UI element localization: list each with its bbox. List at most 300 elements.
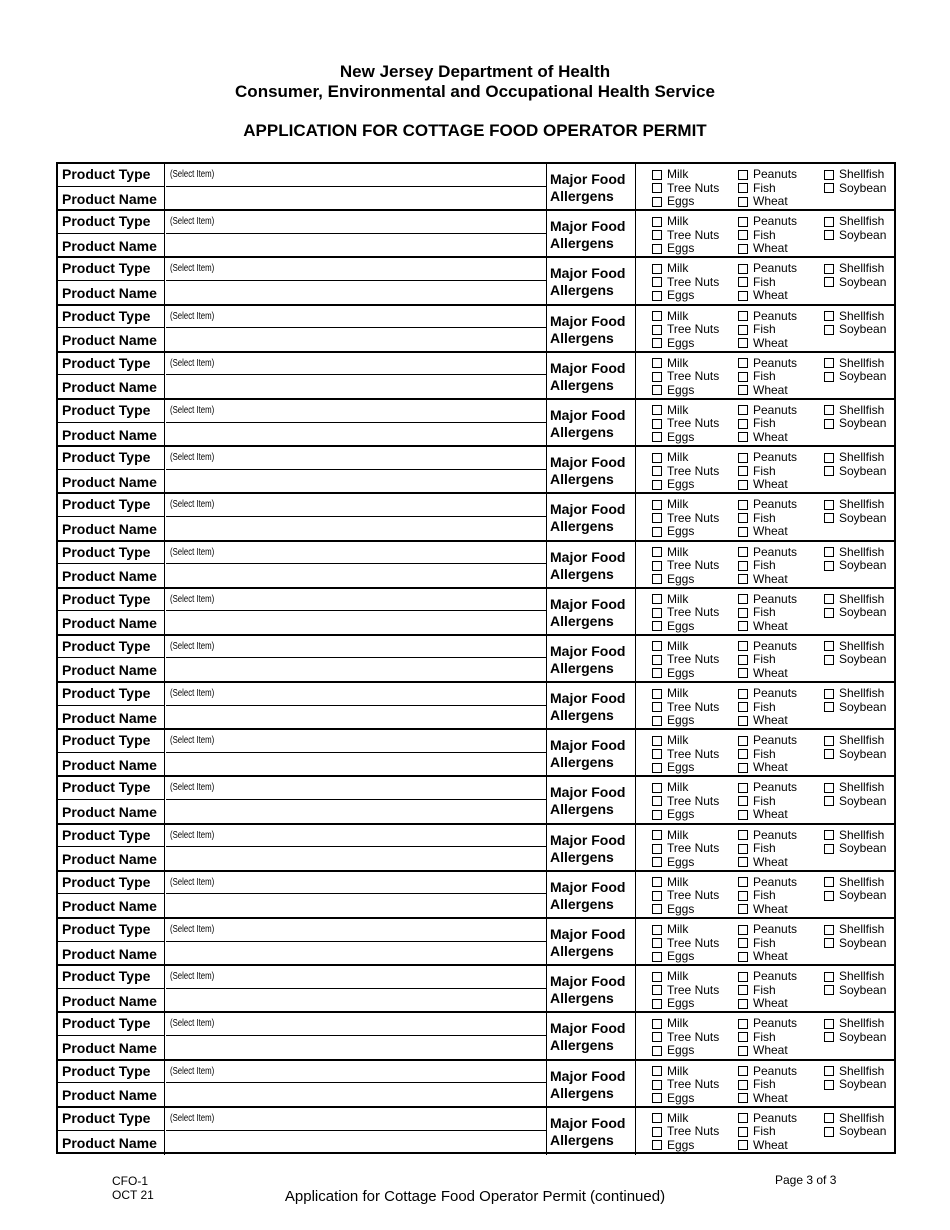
allergen-checkbox-shellfish[interactable] (824, 310, 884, 323)
checkbox-icon[interactable] (824, 183, 834, 193)
allergen-checkbox-soybean[interactable] (824, 229, 886, 242)
checkbox-icon[interactable] (738, 561, 748, 571)
checkbox-icon[interactable] (652, 1019, 662, 1029)
allergen-checkbox-fish[interactable] (738, 559, 776, 572)
checkbox-icon[interactable] (652, 480, 662, 490)
allergen-checkbox-soybean[interactable] (824, 795, 886, 808)
checkbox-icon[interactable] (738, 264, 748, 274)
allergen-checkbox-peanuts[interactable] (738, 357, 797, 370)
checkbox-icon[interactable] (824, 513, 834, 523)
product-name-field[interactable] (166, 658, 546, 681)
checkbox-icon[interactable] (824, 405, 834, 415)
allergen-checkbox-fish[interactable] (738, 606, 776, 619)
checkbox-icon[interactable] (652, 1046, 662, 1056)
allergen-checkbox-peanuts[interactable] (738, 687, 797, 700)
product-name-field[interactable] (166, 1083, 546, 1106)
checkbox-icon[interactable] (824, 925, 834, 935)
checkbox-icon[interactable] (652, 716, 662, 726)
checkbox-icon[interactable] (652, 857, 662, 867)
checkbox-icon[interactable] (824, 796, 834, 806)
product-type-select[interactable] (166, 542, 546, 565)
checkbox-icon[interactable] (652, 419, 662, 429)
product-type-select[interactable] (166, 1108, 546, 1132)
allergen-checkbox-tree-nuts[interactable] (652, 512, 719, 525)
product-name-field[interactable] (166, 989, 546, 1012)
checkbox-icon[interactable] (652, 466, 662, 476)
allergen-checkbox-soybean[interactable] (824, 606, 886, 619)
checkbox-icon[interactable] (652, 796, 662, 806)
product-type-select[interactable] (166, 966, 546, 989)
allergen-checkbox-milk[interactable] (652, 215, 688, 228)
checkbox-icon[interactable] (652, 621, 662, 631)
allergen-checkbox-fish[interactable] (738, 701, 776, 714)
checkbox-icon[interactable] (824, 972, 834, 982)
allergen-checkbox-peanuts[interactable] (738, 640, 797, 653)
checkbox-icon[interactable] (738, 608, 748, 618)
checkbox-icon[interactable] (738, 689, 748, 699)
checkbox-icon[interactable] (738, 857, 748, 867)
checkbox-icon[interactable] (738, 1066, 748, 1076)
checkbox-icon[interactable] (824, 1127, 834, 1137)
checkbox-icon[interactable] (652, 999, 662, 1009)
checkbox-icon[interactable] (738, 749, 748, 759)
checkbox-icon[interactable] (652, 574, 662, 584)
allergen-checkbox-fish[interactable] (738, 842, 776, 855)
allergen-checkbox-peanuts[interactable] (738, 970, 797, 983)
allergen-checkbox-fish[interactable] (738, 1078, 776, 1091)
allergen-checkbox-soybean[interactable] (824, 1078, 886, 1091)
checkbox-icon[interactable] (652, 938, 662, 948)
checkbox-icon[interactable] (652, 608, 662, 618)
allergen-checkbox-wheat[interactable] (738, 667, 788, 680)
allergen-checkbox-fish[interactable] (738, 1031, 776, 1044)
allergen-checkbox-shellfish[interactable] (824, 970, 884, 983)
checkbox-icon[interactable] (824, 594, 834, 604)
checkbox-icon[interactable] (738, 480, 748, 490)
allergen-checkbox-tree-nuts[interactable] (652, 370, 719, 383)
allergen-checkbox-fish[interactable] (738, 1125, 776, 1138)
allergen-checkbox-wheat[interactable] (738, 761, 788, 774)
allergen-checkbox-milk[interactable] (652, 310, 688, 323)
allergen-checkbox-soybean[interactable] (824, 653, 886, 666)
allergen-checkbox-shellfish[interactable] (824, 687, 884, 700)
checkbox-icon[interactable] (652, 952, 662, 962)
allergen-checkbox-fish[interactable] (738, 653, 776, 666)
checkbox-icon[interactable] (738, 796, 748, 806)
allergen-checkbox-milk[interactable] (652, 593, 688, 606)
checkbox-icon[interactable] (824, 844, 834, 854)
checkbox-icon[interactable] (738, 1093, 748, 1103)
checkbox-icon[interactable] (738, 1080, 748, 1090)
allergen-checkbox-tree-nuts[interactable] (652, 937, 719, 950)
product-type-select[interactable] (166, 589, 546, 612)
checkbox-icon[interactable] (824, 702, 834, 712)
allergen-checkbox-eggs[interactable] (652, 337, 694, 350)
checkbox-icon[interactable] (652, 561, 662, 571)
allergen-checkbox-peanuts[interactable] (738, 1065, 797, 1078)
checkbox-icon[interactable] (824, 264, 834, 274)
product-type-select[interactable] (166, 636, 546, 659)
checkbox-icon[interactable] (738, 372, 748, 382)
checkbox-icon[interactable] (738, 217, 748, 227)
product-name-field[interactable] (166, 1131, 546, 1155)
allergen-checkbox-tree-nuts[interactable] (652, 1031, 719, 1044)
allergen-checkbox-soybean[interactable] (824, 559, 886, 572)
checkbox-icon[interactable] (738, 1140, 748, 1150)
checkbox-icon[interactable] (738, 891, 748, 901)
allergen-checkbox-shellfish[interactable] (824, 640, 884, 653)
checkbox-icon[interactable] (824, 561, 834, 571)
checkbox-icon[interactable] (738, 291, 748, 301)
allergen-checkbox-milk[interactable] (652, 1112, 688, 1125)
allergen-checkbox-soybean[interactable] (824, 1125, 886, 1138)
checkbox-icon[interactable] (652, 264, 662, 274)
product-name-field[interactable] (166, 470, 546, 493)
allergen-checkbox-peanuts[interactable] (738, 1112, 797, 1125)
checkbox-icon[interactable] (738, 668, 748, 678)
checkbox-icon[interactable] (824, 1019, 834, 1029)
product-name-field[interactable] (166, 423, 546, 446)
allergen-checkbox-peanuts[interactable] (738, 829, 797, 842)
checkbox-icon[interactable] (738, 655, 748, 665)
product-name-field[interactable] (166, 281, 546, 304)
checkbox-icon[interactable] (824, 466, 834, 476)
checkbox-icon[interactable] (824, 689, 834, 699)
allergen-checkbox-shellfish[interactable] (824, 734, 884, 747)
product-type-select[interactable] (166, 777, 546, 800)
checkbox-icon[interactable] (652, 1113, 662, 1123)
checkbox-icon[interactable] (652, 291, 662, 301)
allergen-checkbox-milk[interactable] (652, 357, 688, 370)
checkbox-icon[interactable] (738, 783, 748, 793)
checkbox-icon[interactable] (652, 230, 662, 240)
allergen-checkbox-milk[interactable] (652, 640, 688, 653)
allergen-checkbox-shellfish[interactable] (824, 876, 884, 889)
allergen-checkbox-peanuts[interactable] (738, 1017, 797, 1030)
product-type-select[interactable] (166, 919, 546, 942)
allergen-checkbox-milk[interactable] (652, 404, 688, 417)
checkbox-icon[interactable] (738, 500, 748, 510)
checkbox-icon[interactable] (652, 183, 662, 193)
checkbox-icon[interactable] (824, 311, 834, 321)
product-name-field[interactable] (166, 328, 546, 351)
allergen-checkbox-milk[interactable] (652, 734, 688, 747)
checkbox-icon[interactable] (652, 689, 662, 699)
allergen-checkbox-eggs[interactable] (652, 525, 694, 538)
checkbox-icon[interactable] (738, 736, 748, 746)
allergen-checkbox-eggs[interactable] (652, 620, 694, 633)
checkbox-icon[interactable] (824, 749, 834, 759)
checkbox-icon[interactable] (824, 325, 834, 335)
allergen-checkbox-eggs[interactable] (652, 384, 694, 397)
checkbox-icon[interactable] (824, 230, 834, 240)
allergen-checkbox-tree-nuts[interactable] (652, 606, 719, 619)
product-name-field[interactable] (166, 611, 546, 634)
allergen-checkbox-eggs[interactable] (652, 856, 694, 869)
product-name-field[interactable] (166, 375, 546, 398)
checkbox-icon[interactable] (738, 358, 748, 368)
allergen-checkbox-shellfish[interactable] (824, 168, 884, 181)
allergen-checkbox-peanuts[interactable] (738, 215, 797, 228)
allergen-checkbox-soybean[interactable] (824, 701, 886, 714)
checkbox-icon[interactable] (738, 925, 748, 935)
allergen-checkbox-eggs[interactable] (652, 667, 694, 680)
checkbox-icon[interactable] (652, 702, 662, 712)
allergen-checkbox-wheat[interactable] (738, 808, 788, 821)
checkbox-icon[interactable] (652, 325, 662, 335)
allergen-checkbox-soybean[interactable] (824, 370, 886, 383)
allergen-checkbox-eggs[interactable] (652, 242, 694, 255)
product-name-field[interactable] (166, 753, 546, 776)
checkbox-icon[interactable] (652, 405, 662, 415)
checkbox-icon[interactable] (824, 277, 834, 287)
allergen-checkbox-fish[interactable] (738, 182, 776, 195)
checkbox-icon[interactable] (652, 277, 662, 287)
checkbox-icon[interactable] (824, 1032, 834, 1042)
allergen-checkbox-eggs[interactable] (652, 1092, 694, 1105)
allergen-checkbox-shellfish[interactable] (824, 1065, 884, 1078)
allergen-checkbox-eggs[interactable] (652, 1139, 694, 1152)
checkbox-icon[interactable] (738, 985, 748, 995)
checkbox-icon[interactable] (738, 1113, 748, 1123)
checkbox-icon[interactable] (652, 547, 662, 557)
checkbox-icon[interactable] (738, 197, 748, 207)
checkbox-icon[interactable] (824, 736, 834, 746)
checkbox-icon[interactable] (652, 197, 662, 207)
checkbox-icon[interactable] (824, 783, 834, 793)
allergen-checkbox-peanuts[interactable] (738, 262, 797, 275)
allergen-checkbox-wheat[interactable] (738, 620, 788, 633)
checkbox-icon[interactable] (652, 668, 662, 678)
allergen-checkbox-eggs[interactable] (652, 714, 694, 727)
allergen-checkbox-tree-nuts[interactable] (652, 417, 719, 430)
checkbox-icon[interactable] (824, 830, 834, 840)
allergen-checkbox-tree-nuts[interactable] (652, 842, 719, 855)
allergen-checkbox-eggs[interactable] (652, 761, 694, 774)
allergen-checkbox-tree-nuts[interactable] (652, 984, 719, 997)
checkbox-icon[interactable] (738, 405, 748, 415)
checkbox-icon[interactable] (652, 891, 662, 901)
product-type-select[interactable] (166, 447, 546, 470)
product-type-select[interactable] (166, 1013, 546, 1036)
product-name-field[interactable] (166, 706, 546, 729)
allergen-checkbox-tree-nuts[interactable] (652, 229, 719, 242)
checkbox-icon[interactable] (824, 655, 834, 665)
allergen-checkbox-eggs[interactable] (652, 1044, 694, 1057)
allergen-checkbox-soybean[interactable] (824, 182, 886, 195)
checkbox-icon[interactable] (652, 500, 662, 510)
allergen-checkbox-eggs[interactable] (652, 950, 694, 963)
product-name-field[interactable] (166, 894, 546, 917)
checkbox-icon[interactable] (738, 810, 748, 820)
checkbox-icon[interactable] (738, 641, 748, 651)
allergen-checkbox-eggs[interactable] (652, 431, 694, 444)
checkbox-icon[interactable] (738, 1046, 748, 1056)
product-type-select[interactable] (166, 494, 546, 517)
checkbox-icon[interactable] (824, 938, 834, 948)
allergen-checkbox-soybean[interactable] (824, 748, 886, 761)
checkbox-icon[interactable] (652, 217, 662, 227)
allergen-checkbox-milk[interactable] (652, 1065, 688, 1078)
allergen-checkbox-eggs[interactable] (652, 808, 694, 821)
checkbox-icon[interactable] (652, 594, 662, 604)
allergen-checkbox-wheat[interactable] (738, 997, 788, 1010)
product-type-select[interactable] (166, 872, 546, 895)
allergen-checkbox-peanuts[interactable] (738, 734, 797, 747)
checkbox-icon[interactable] (738, 244, 748, 254)
checkbox-icon[interactable] (824, 891, 834, 901)
allergen-checkbox-fish[interactable] (738, 512, 776, 525)
allergen-checkbox-tree-nuts[interactable] (652, 748, 719, 761)
checkbox-icon[interactable] (652, 1080, 662, 1090)
allergen-checkbox-wheat[interactable] (738, 431, 788, 444)
allergen-checkbox-wheat[interactable] (738, 1139, 788, 1152)
checkbox-icon[interactable] (824, 419, 834, 429)
allergen-checkbox-shellfish[interactable] (824, 404, 884, 417)
checkbox-icon[interactable] (738, 466, 748, 476)
checkbox-icon[interactable] (652, 358, 662, 368)
checkbox-icon[interactable] (652, 1127, 662, 1137)
allergen-checkbox-fish[interactable] (738, 465, 776, 478)
product-type-select[interactable] (166, 825, 546, 848)
checkbox-icon[interactable] (652, 810, 662, 820)
checkbox-icon[interactable] (738, 594, 748, 604)
allergen-checkbox-milk[interactable] (652, 923, 688, 936)
allergen-checkbox-fish[interactable] (738, 276, 776, 289)
checkbox-icon[interactable] (824, 985, 834, 995)
checkbox-icon[interactable] (738, 952, 748, 962)
allergen-checkbox-milk[interactable] (652, 451, 688, 464)
allergen-checkbox-peanuts[interactable] (738, 593, 797, 606)
allergen-checkbox-milk[interactable] (652, 262, 688, 275)
checkbox-icon[interactable] (824, 1080, 834, 1090)
allergen-checkbox-eggs[interactable] (652, 478, 694, 491)
allergen-checkbox-milk[interactable] (652, 970, 688, 983)
allergen-checkbox-fish[interactable] (738, 795, 776, 808)
checkbox-icon[interactable] (738, 547, 748, 557)
allergen-checkbox-tree-nuts[interactable] (652, 889, 719, 902)
checkbox-icon[interactable] (652, 877, 662, 887)
allergen-checkbox-fish[interactable] (738, 417, 776, 430)
allergen-checkbox-peanuts[interactable] (738, 498, 797, 511)
checkbox-icon[interactable] (738, 999, 748, 1009)
allergen-checkbox-tree-nuts[interactable] (652, 1078, 719, 1091)
checkbox-icon[interactable] (824, 500, 834, 510)
checkbox-icon[interactable] (652, 783, 662, 793)
allergen-checkbox-shellfish[interactable] (824, 215, 884, 228)
allergen-checkbox-tree-nuts[interactable] (652, 182, 719, 195)
allergen-checkbox-wheat[interactable] (738, 856, 788, 869)
allergen-checkbox-tree-nuts[interactable] (652, 653, 719, 666)
checkbox-icon[interactable] (652, 1140, 662, 1150)
allergen-checkbox-soybean[interactable] (824, 842, 886, 855)
product-name-field[interactable] (166, 517, 546, 540)
product-name-field[interactable] (166, 847, 546, 870)
checkbox-icon[interactable] (738, 938, 748, 948)
checkbox-icon[interactable] (824, 877, 834, 887)
checkbox-icon[interactable] (652, 170, 662, 180)
checkbox-icon[interactable] (738, 1032, 748, 1042)
product-name-field[interactable] (166, 1036, 546, 1059)
checkbox-icon[interactable] (738, 311, 748, 321)
checkbox-icon[interactable] (652, 432, 662, 442)
allergen-checkbox-tree-nuts[interactable] (652, 323, 719, 336)
allergen-checkbox-fish[interactable] (738, 889, 776, 902)
checkbox-icon[interactable] (652, 641, 662, 651)
product-type-select[interactable] (166, 1061, 546, 1084)
allergen-checkbox-wheat[interactable] (738, 903, 788, 916)
product-type-select[interactable] (166, 683, 546, 706)
allergen-checkbox-wheat[interactable] (738, 714, 788, 727)
allergen-checkbox-wheat[interactable] (738, 1044, 788, 1057)
checkbox-icon[interactable] (652, 830, 662, 840)
allergen-checkbox-peanuts[interactable] (738, 781, 797, 794)
checkbox-icon[interactable] (652, 453, 662, 463)
product-name-field[interactable] (166, 942, 546, 965)
allergen-checkbox-milk[interactable] (652, 876, 688, 889)
allergen-checkbox-fish[interactable] (738, 370, 776, 383)
allergen-checkbox-tree-nuts[interactable] (652, 1125, 719, 1138)
product-type-select[interactable] (166, 730, 546, 753)
allergen-checkbox-fish[interactable] (738, 937, 776, 950)
allergen-checkbox-wheat[interactable] (738, 950, 788, 963)
allergen-checkbox-wheat[interactable] (738, 1092, 788, 1105)
allergen-checkbox-shellfish[interactable] (824, 262, 884, 275)
checkbox-icon[interactable] (738, 338, 748, 348)
product-type-select[interactable] (166, 258, 546, 281)
allergen-checkbox-wheat[interactable] (738, 337, 788, 350)
checkbox-icon[interactable] (738, 419, 748, 429)
checkbox-icon[interactable] (652, 749, 662, 759)
allergen-checkbox-tree-nuts[interactable] (652, 465, 719, 478)
allergen-checkbox-wheat[interactable] (738, 195, 788, 208)
allergen-checkbox-wheat[interactable] (738, 478, 788, 491)
checkbox-icon[interactable] (738, 830, 748, 840)
checkbox-icon[interactable] (738, 230, 748, 240)
allergen-checkbox-eggs[interactable] (652, 289, 694, 302)
allergen-checkbox-wheat[interactable] (738, 242, 788, 255)
allergen-checkbox-shellfish[interactable] (824, 829, 884, 842)
allergen-checkbox-shellfish[interactable] (824, 357, 884, 370)
allergen-checkbox-peanuts[interactable] (738, 876, 797, 889)
allergen-checkbox-eggs[interactable] (652, 903, 694, 916)
allergen-checkbox-milk[interactable] (652, 546, 688, 559)
allergen-checkbox-tree-nuts[interactable] (652, 795, 719, 808)
checkbox-icon[interactable] (738, 716, 748, 726)
checkbox-icon[interactable] (824, 1113, 834, 1123)
checkbox-icon[interactable] (824, 358, 834, 368)
checkbox-icon[interactable] (652, 1032, 662, 1042)
allergen-checkbox-milk[interactable] (652, 168, 688, 181)
allergen-checkbox-soybean[interactable] (824, 889, 886, 902)
checkbox-icon[interactable] (652, 972, 662, 982)
checkbox-icon[interactable] (738, 1019, 748, 1029)
checkbox-icon[interactable] (824, 641, 834, 651)
allergen-checkbox-shellfish[interactable] (824, 593, 884, 606)
checkbox-icon[interactable] (824, 170, 834, 180)
checkbox-icon[interactable] (738, 621, 748, 631)
allergen-checkbox-peanuts[interactable] (738, 310, 797, 323)
checkbox-icon[interactable] (824, 453, 834, 463)
product-type-select[interactable] (166, 211, 546, 234)
allergen-checkbox-tree-nuts[interactable] (652, 559, 719, 572)
allergen-checkbox-eggs[interactable] (652, 195, 694, 208)
allergen-checkbox-wheat[interactable] (738, 525, 788, 538)
allergen-checkbox-fish[interactable] (738, 748, 776, 761)
allergen-checkbox-milk[interactable] (652, 1017, 688, 1030)
allergen-checkbox-wheat[interactable] (738, 384, 788, 397)
checkbox-icon[interactable] (652, 844, 662, 854)
